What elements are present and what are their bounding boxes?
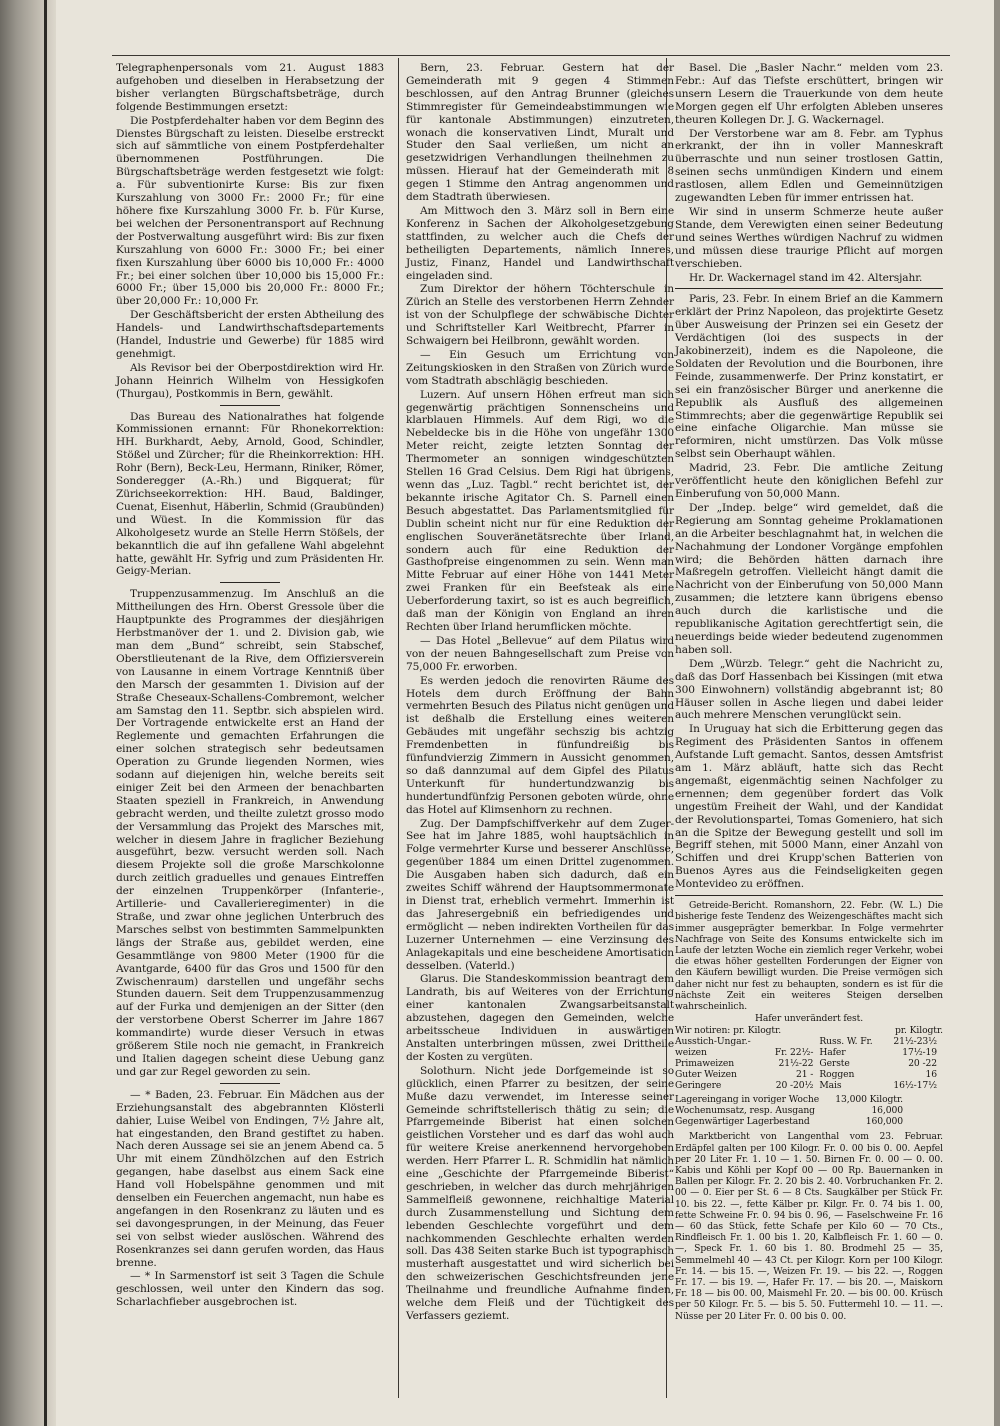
price-value: 17½-19 [902,1047,937,1059]
price-name: Roggen [819,1069,855,1081]
article-paragraph: Die Postpferdehalter haben vor dem Beginn des Dienstes Bürgschaft zu leisten. Dieselbe erstreckt sich auf sämmtliche von einem Postpferdehalter übernommenen Postführungen. Die Bürgschaftsbeträge werden festgesetzt wie folgt: a. Für subventionirte Kurse: Bis zur fixen Kurszahlung von 3000 Fr.: 2000 Fr.; für eine höhere fixe Kurszahlung 3000 Fr. b. Für Kurse, bei welchen der Personentransport auf Rechnung der Postverwaltung ausgeführt wird: Bis zur fixen Kurszahlung von 6000 Fr.: 3000 Fr.; bei einer fixen Kurszahlung über 6000 bis 10,000 Fr.: 4000 Fr.; bei einer solchen über 10,000 bis 15,000 Fr.: 6000 Fr.; über 15,000 bis 20,000 Fr.: 8000 Fr.; über 20,000 Fr.: 10,000 Fr. [116,114,384,308]
price-table-header [675,1025,943,1036]
price-value: Fr. 22½- [774,1047,814,1059]
article-paragraph: Bern, 23. Februar. Gestern hat der Gemeinderath mit 9 gegen 4 Stimmen beschlossen, auf den Antrag Brunner (gleiches Stimmregister für Gemeindeabstimmungen wie für kantonale Abstimmungen) einzutreten, wonach die konservativen Lindt, Muralt und Studer den Saal verließen, um nicht an gesetzwidrigen Verhandlungen theilnehmen zu müssen. Hierauf hat der Gemeinderath mit 8 gegen 1 Stimme den Antrag angenommen und dem Stadtrath überwiesen. [406,62,674,204]
price-value: 21½-22 [778,1058,814,1070]
price-name: Guter Weizen [675,1069,737,1081]
price-name: weizen [675,1047,707,1059]
price-header-left: Wir notiren: pr. Kilogtr. [675,1025,782,1037]
column-3 [675,62,943,1323]
price-name: Geringere [675,1080,722,1092]
article-paragraph: In Uruguay hat sich die Erbitterung gegen das Regiment des Präsidenten Santos in offenem Aufstande Luft gemacht. Santos, dessen Amtsfrist am 1. März abläuft, hatte sich das Recht angemaßt, eigenmächtig seinen Nachfolger zu ernennen; dem gegenüber fordert das Volk ungestüm Freiheit der Wahl, und der Kandidat der Revolutionspartei, Tomas Gomeniero, hat sich an die Spitze der Bewegung gestellt und soll im Begriff stehen, mit 5000 Mann, einer Anzahl von Schiffen und drei Krupp'schen Batterien von Buenos Ayres aus die Feindseligkeiten gegen Montevideo zu eröffnen. [675,723,943,891]
article-paragraph: — * Baden, 23. Februar. Ein Mädchen aus der Erziehungsanstalt des abgebrannten Klösterli dahier, Luise Weibel von Endingen, 7½ Jahre alt, hat eingestanden, den Brand gestiftet zu haben. Nach deren Aussage sei sie an jenem Abend ca. 5 Uhr mit einem Zündhölzchen auf den Estrich gegangen, habe daselbst aus einem Sack eine Hand voll Hobelspähne genommen und mit denselben ein Feuerchen angemacht, nun habe es angefangen in den Rosenkranz zu läuten und es sei davongesprungen, in der Meinung, das Feuer sei von selbst wieder auslöschen. Während des Rosenkranzes sei dann gerufen worden, das Haus brenne. [116,1088,384,1269]
summary-label: Wochenumsatz, resp. Ausgang [675,1105,815,1117]
article-paragraph: Telegraphenpersonals vom 21. August 1883 aufgehoben und dieselben in Herabsetzung der bisher verlangten Bürgschaftsbeträge, durch folgende Bestimmungen ersetzt: [116,62,384,113]
article-paragraph: Der Verstorbene war am 8. Febr. am Typhus erkrankt, der ihn in voller Manneskraft überraschte und nun seiner trostlosen Gattin, seinen sechs unmündigen Kindern und einem rastlosen, allem Edlen und Gemeinnützigen zugewandten Leben für immer entrissen hat. [675,127,943,205]
price-value [766,1036,819,1047]
article-paragraph: Zum Direktor der höhern Töchterschule in Zürich an Stelle des verstorbenen Herrn Zehnder ist von der Schulpflege der schwäbische Dichter und Schriftsteller Karl Weitbrecht, Pfarrer in Schwaigern bei Heilbronn, gewählt worden. [406,283,674,348]
price-table [675,1025,943,1091]
article-paragraph: Madrid, 23. Febr. Die amtliche Zeitung veröffentlicht heute den königlichen Befehl zur Einberufung von 50,000 Mann. [675,462,943,500]
separator [220,405,280,406]
article-paragraph: Es werden jedoch die renovirten Räume des Hotels dem durch Eröffnung der Bahn vermehrten Besuch des Pilatus nicht genügen und ist deßhalb die Erstellung eines weiteren Gebäudes mit ungefähr sechszig bis achtzig Fremdenbetten in fünfundreißig bis fünfundvierzig Zimmern in Aussicht genommen, so daß dannzumal auf dem Gipfel des Pilatus Unterkunft für hundertundzwanzig bis hundertundfünfzig Personen geboten würde, ohne das Hotel auf Klimsenhorn zu rechnen. [406,674,674,816]
page-right-edge [994,0,1000,1426]
article-paragraph: Der Geschäftsbericht der ersten Abtheilung des Handels- und Landwirthschaftsdepartements (Handel, Industrie und Gewerbe) für 1885 wird genehmigt. [116,309,384,360]
price-value: 16 [925,1069,937,1081]
summary-label: Gegenwärtiger Lagerbestand [675,1116,810,1128]
article-paragraph: — Das Hotel „Bellevue“ auf dem Pilatus wird von der neuen Bahngesellschaft zum Preise von 75,000 Fr. erworben. [406,634,674,673]
book-binding [0,0,56,1426]
price-name: Hafer [819,1047,846,1059]
price-value: 20 -22 [908,1058,937,1070]
price-row [675,1036,943,1047]
article-paragraph: Als Revisor bei der Oberpostdirektion wird Hr. Johann Heinrich Wilhelm von Hessigkofen (Thurgau), Postkommis in Bern, gewählt. [116,361,384,400]
summary-value: 13,000 Kilogtr. [835,1094,903,1106]
column-1 [116,62,384,1310]
separator [220,1083,280,1084]
column-2 [406,62,674,1324]
binding-edge-line [44,0,47,1426]
summary-row [675,1116,943,1127]
article-paragraph: Wir sind in unserm Schmerze heute außer Stande, dem Verewigten einen seiner Bedeutung und seines Werthes würdigen Nachruf zu widmen und müssen diese traurige Pflicht auf morgen verschieben. [675,205,943,270]
price-name: Russ. W. Fr. [819,1036,873,1048]
column-rule-1 [398,58,399,1398]
article-paragraph: Luzern. Auf unsern Höhen erfreut man sich gegenwärtig prächtigen Sonnenscheins und klarblauen Himmels. Auf dem Rigi, wo die Nebeldecke bis in die Höhe von ungefähr 1300 Meter reicht, zeigte letzten Sonntag der Thermometer an sonnigen windgeschützten Stellen 16 Grad Celsius. Dem Rigi hat übrigens, wenn das „Luz. Tagbl.“ recht berichtet ist, der bekannte irische Agitator Ch. S. Parnell einen Besuch abgestattet. Das Parlamentsmitglied für Dublin scheint nicht nur für eine Reduktion der englischen Souveränetätsrechte über Irland, sondern auch für eine Reduktion der Gasthofpreise eingenommen zu sein. Wenn man Mitte Februar auf einer Höhe von 1441 Meter zwei Franken für ein Beefsteak als eine Ueberforderung taxirt, so ist es auch begreiflich, daß man der Königin von England an ihren Rechten über Irland herumflicken möchte. [406,388,674,633]
separator [220,582,280,583]
market-note: Hafer unverändert fest. [754,1013,864,1025]
article-paragraph: Der „Indep. belge“ wird gemeldet, daß die Regierung am Sonntag geheime Proklamationen an die Arbeiter beschlagnahmt hat, in welchen die Nachahmung der Londoner Vorgänge empfohlen wird; die Behörden hätten darnach ihre Maßregeln getroffen. Vielleicht hängt damit die Nachricht von der Einberufung von 50,000 Mann zusammen; die letztere kann übrigens ebenso auch durch die karlistische und die republikanische Agitation gerechtfertigt sein, die neuerdings beide wieder bedeutend zugenommen haben soll. [675,501,943,656]
article-paragraph: Paris, 23. Febr. In einem Brief an die Kammern erklärt der Prinz Napoleon, das projektirte Gesetz über Ausweisung der Prinzen sei ein Gesetz der Verdächtigen (loi des suspects in der Jakobinerzeit), indem es die Napoleone, die Soldaten der Revolution und die Bourbonen, ihre Feinde, zusammenwerfe. Der Prinz konstatirt, er sei ein französischer Bürger und anerkenne die Republik als Ausfluß des allgemeinen Stimmrechts; aber die gegenwärtige Republik sei eine einfache Oligarchie. Man müsse sie reformiren, nicht umstürzen. Das Volk müsse selbst sein Oberhaupt wählen. [675,293,943,461]
price-row [675,1080,943,1091]
price-value: 21 - [796,1069,814,1081]
price-name: Mais [819,1080,842,1092]
price-value: 21½-23½ [893,1036,937,1048]
summary-value: 16,000 [871,1105,903,1117]
article-paragraph: Truppenzusammenzug. Im Anschluß an die Mittheilungen des Hrn. Oberst Gressole über die Hauptpunkte des Programmes der diesjährigen Herbstmanöver der 1. und 2. Division gab, wie man dem „Bund“ schreibt, sein Stabschef, Oberstlieutenant de la Rive, dem Offiziersverein von Lausanne in einem Vortrage Kenntniß über den Marsch der gesammten 1. Division auf der Straße Cheseaux-Schallens-Combremont, welcher am Samstag den 11. Septbr. sich abspielen wird. Der Vortragende entwickelte erst an Hand der Reglemente und gemachten Erfahrungen die einer solchen strategisch sehr bedeutsamen Operation zu Grunde liegenden Normen, wies sodann auf diejenigen hin, welche bereits seit einiger Zeit bei den Armeen der benachbarten Staaten speziell in Frankreich, in Anwendung gebracht werden, und theilte zuletzt grosso modo der Versammlung das Projekt des Marsches mit, welcher in diesem Jahre in fraglicher Beziehung ausgeführt, bezw. versucht werden soll. Nach diesem Projekte soll die große Marschkolonne durch zeitlich graduelles und genaues Eintreffen der einzelnen Truppenkörper (Infanterie-, Artillerie- und Cavallerieregimenter) in die Straße, und zwar ohne jeglichen Unterbruch des Marsches selbst von bestimmten Sammelpunkten längs der Straße aus, gebildet werden, eine Gesammtlänge von 9800 Meter (1900 für die Avantgarde, 6400 für das Gros und 1500 für den Zwischenraum) darstellen und ungefähr sechs Stunden dauern. Seit dem Truppenzusammenzug auf der Furka und demjenigen an der Sitter (den der verstorbene Oberst Scherrer im Jahre 1867 kommandirte) wurde dieser Versuch in etwas größerem Stile noch nie gemacht, in Frankreich und Italien dagegen scheint diese Uebung ganz und gar zur Regel geworden zu sein. [116,588,384,1078]
article-paragraph: — * In Sarmenstorf ist seit 3 Tagen die Schule geschlossen, weil unter den Kindern das sog. Scharlachfieber ausgebrochen ist. [116,1270,384,1309]
langenthal-market-report: Marktbericht von Langenthal vom 23. Februar. Erdäpfel galten per 100 Kilogr. Fr. 0. 00 bis 0. 00. Aepfel per 20 Liter Fr. 1. 10 — 1. 50. Birnen Fr. 0. 00 — 0. 00. Kabis und Köhli per Kopf 00 — 00 Rp. Bauernanken in Ballen per Kilogr. Fr. 2. 20 bis 2. 40. Vorbruchanken Fr. 2. 00 — 0. Eier per St. 6 — 8 Cts. Saugkälber per Stück Fr. 10. bis 22. —, fette Kälber pr. Kilgr. Fr. 0. 74 bis 1. 00, fette Schweine Fr. 0. 94 bis 0. 96, — Faselschweine Fr. 16 — 60 das Stück, fette Schafe per Kilo 60 — 70 Cts., Rindfleisch Fr. 1. 00 bis 1. 20, Kalbfleisch Fr. 1. 60 — 0. —, Speck Fr. 1. 60 bis 1. 80. Brodmehl 25 — 35, Semmelmehl 40 — 43 Ct. per Kilogr. Korn per 100 Kilogr. Fr. 14. — bis 15. —, Weizen Fr. 19. — bis 22. —, Roggen Fr. 17. — bis 19. —, Hafer Fr. 17. — bis 20. —, Maiskorn Fr. 18 — bis 00. 00, Maismehl Fr. 20. — bis 00. 00. Krüsch per 50 Kilogr. Fr. 5. — bis 5. 50. Futtermehl 10. — 11. —. Nüsse per 20 Liter Fr. 0. 00 bis 0. 00. [675,1131,943,1322]
price-row [675,1069,943,1080]
article-paragraph: Hr. Dr. Wackernagel stand im 42. Altersjahr. [689,271,923,284]
article-paragraph: Solothurn. Nicht jede Dorfgemeinde ist so glücklich, einen Pfarrer zu besitzen, der seine Muße dazu verwendet, im Interesse seiner Gemeinde schriftstellerisch thätig zu sein; die Pfarrgemeinde Biberist hat einen solchen geistlichen Vorsteher und es darf das wohl auch für weitere Kreise anerkennend hervorgehoben werden. Herr Pfarrer L. R. Schmidlin hat nämlich eine „Geschichte der Pfarrgemeinde Biberist“ geschrieben, in welcher das durch mehrjährigen Sammelfleiß gewonnene, reichhaltige Material durch Zusammenstellung und Sichtung dem lebenden Geschlechte vorgeführt und dem nachkommenden Geschlechte erhalten werden soll. Das 438 Seiten starke Buch ist typographisch musterhaft ausgestattet und wird sicherlich bei den schweizerischen Geschichtsfreunden jene Theilnahme und freundliche Aufnahme finden, welche dem Fleiß und der Tüchtigkeit des Verfassers geziemt. [406,1064,674,1322]
article-paragraph: Am Mittwoch den 3. März soll in Bern eine Konferenz in Sachen der Alkoholgesetzgebung stattfinden, zu welcher auch die Chefs der betheiligten Departements, nämlich Inneres, Justiz, Finanz, Handel und Landwirthschaft eingeladen sind. [406,204,674,282]
top-rule [112,55,950,56]
article-paragraph: Zug. Der Dampfschiffverkehr auf dem Zuger-See hat im Jahre 1885, wohl hauptsächlich in Folge vermehrter Kurse und besserer Anschlüsse, gegenüber 1884 um einen Drittel zugenommen. Die Ausgaben haben sich dadurch, daß ein zweites Schiff während der Hauptsommermonate in Dienst trat, erheblich vermehrt. Immerhin ist das Jahresergebniß ein befriedigendes und ermöglicht — neben indirekten Vortheilen für das Luzerner Unternehmen — eine Verzinsung des Anlagekapitals und eine bescheidene Amortisation desselben. (Vaterld.) [406,817,674,972]
article-paragraph: Dem „Würzb. Telegr.“ geht die Nachricht zu, daß das Dorf Hassenbach bei Kissingen (mit etwa 300 Einwohnern) vollständig abgebrannt ist; 80 Häuser sollen in Asche liegen und dabei leider auch mehrere Menschen verunglückt sein. [675,657,943,722]
price-header-right: pr. Kilogtr. [894,1025,943,1037]
separator [675,288,943,289]
price-value: 16½-17½ [893,1080,937,1092]
article-paragraph: Das Bureau des Nationalrathes hat folgende Kommissionen ernannt: Für Rhonekorrektion: HH. Burkhardt, Aeby, Arnold, Good, Schindler, Stößel und Zürcher; für die Rheinkorrektion: HH. Rohr (Bern), Beck-Leu, Hermann, Riniker, Römer, Sonderegger (A.-Rh.) und Bigquerat; für Zürichseekorrektion: HH. Baud, Baldinger, Cuenat, Eisenhut, Häberlin, Schmid (Graubünden) und Wüest. In die Kommission für das Alkoholgesetz wurde an Stelle Herrn Stößels, der bekanntlich die auf ihn gefallene Wahl abgelehnt hatte, gewählt Hr. Syfrig und zum Präsidenten Hr. Geigy-Merian. [116,410,384,578]
summary-row [675,1105,943,1116]
price-name: Ausstich-Ungar.- [675,1036,751,1048]
summary-label: Lagereingang in voriger Woche [675,1094,820,1106]
price-row [675,1058,943,1069]
price-value: 20 -20½ [775,1080,814,1092]
summary-row [675,1094,943,1105]
article-paragraph: Basel. Die „Basler Nachr.“ melden vom 23. Febr.: Auf das Tiefste erschüttert, bringen wir unsern Lesern die Trauerkunde von dem heute Morgen gegen elf Uhr erfolgten Ableben unseres theuren Kollegen Dr. J. G. Wackernagel. [675,62,943,126]
article-paragraph: Glarus. Die Standeskommission beantragt dem Landrath, bis auf Weiteres von der Errichtung einer kantonalen Zwangsarbeitsanstalt abzustehen, dagegen den Gemeinden, welche arbeitsscheue Individuen in auswärtigen Anstalten unterbringen müssen, zwei Drittheile der Kosten zu vergüten. [406,973,674,1063]
stock-summary [675,1094,943,1127]
price-name: Primaweizen [675,1058,735,1070]
market-report-intro: Getreide-Bericht. Romanshorn, 22. Febr. (W. L.) Die bisherige feste Tendenz des Weizengeschäftes macht sich immer ausgeprägter bemerkbar. In Folge vermehrter Nachfrage von Seite des Konsums entwickelte sich im Laufe der letzten Woche ein ziemlich reger Verkehr, wobei die etwas höher gestellten Forderungen der Eigner von den Käufern bewilligt wurden. Die Preise vermögen sich daher nicht nur fest zu behaupten, sondern es ist für die nächste Zeit ein weiteres Steigen derselben wahrscheinlich. [675,900,943,1012]
price-row [675,1047,943,1058]
separator [675,895,943,896]
summary-value: 160,000 [865,1116,903,1128]
article-paragraph: — Ein Gesuch um Errichtung von Zeitungskiosken in den Straßen von Zürich wurde vom Stadtrath abschlägig beschieden. [406,348,674,387]
price-name: Gerste [819,1058,850,1070]
